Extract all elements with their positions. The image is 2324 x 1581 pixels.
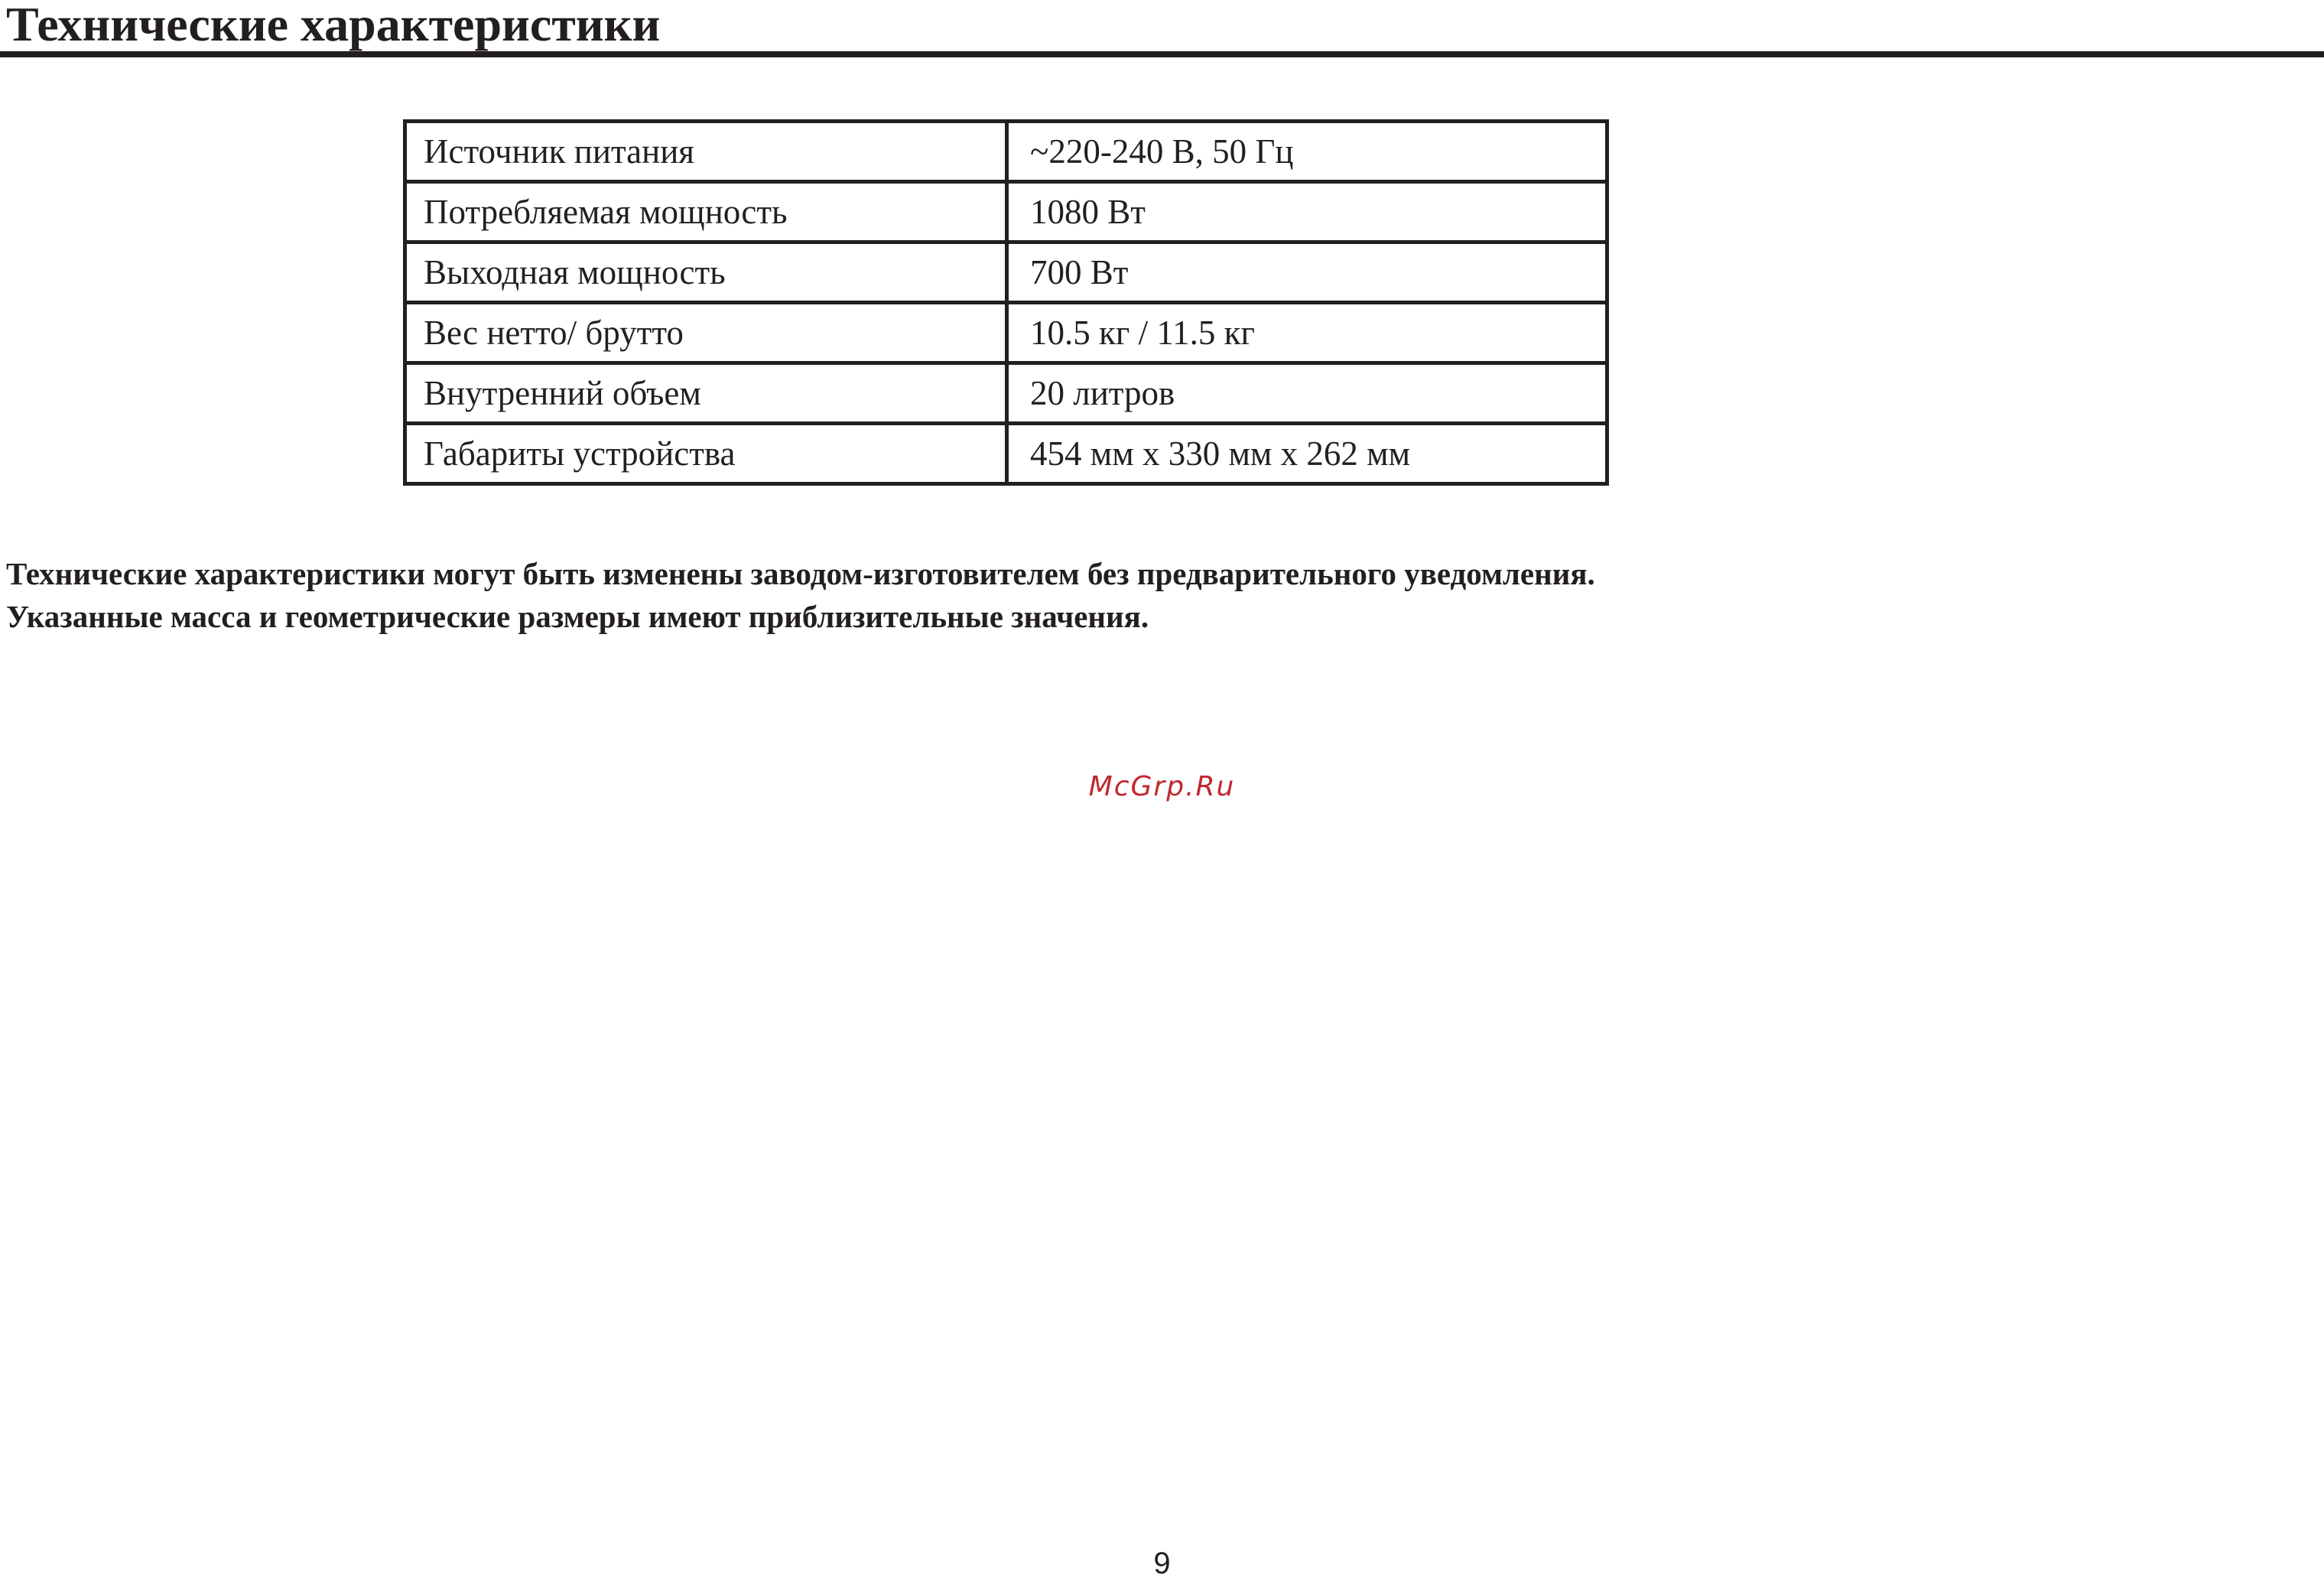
spec-label: Габариты устройства [405, 424, 1007, 484]
spec-value: 10.5 кг / 11.5 кг [1007, 303, 1607, 363]
spec-label: Выходная мощность [405, 242, 1007, 303]
notes [6, 552, 1595, 638]
note-line: Технические характеристики могут быть изменены заводом-изготовителем без предварительного уведомления. [6, 556, 1595, 591]
table-row [405, 242, 1607, 303]
page-number: 9 [1153, 1547, 1171, 1580]
spec-label: Источник питания [405, 122, 1007, 182]
spec-value: 1080 Вт [1007, 182, 1607, 242]
watermark: McGrp.Ru [1088, 771, 1236, 802]
note-line: Указанные масса и геометрические размеры имеют приблизительные значения. [6, 599, 1149, 634]
table-row [405, 122, 1607, 182]
spec-value: ~220-240 В, 50 Гц [1007, 122, 1607, 182]
spec-label: Внутренний объем [405, 363, 1007, 424]
spec-value: 700 Вт [1007, 242, 1607, 303]
table-row [405, 424, 1607, 484]
table-row [405, 303, 1607, 363]
page-title: Технические характеристики [6, 0, 661, 51]
spec-label: Потребляемая мощность [405, 182, 1007, 242]
spec-value: 454 мм x 330 мм x 262 мм [1007, 424, 1607, 484]
table-row [405, 182, 1607, 242]
table-row [405, 363, 1607, 424]
specifications-table [403, 119, 1609, 486]
spec-value: 20 литров [1007, 363, 1607, 424]
title-rule [0, 51, 2324, 57]
spec-label: Вес нетто/ брутто [405, 303, 1007, 363]
